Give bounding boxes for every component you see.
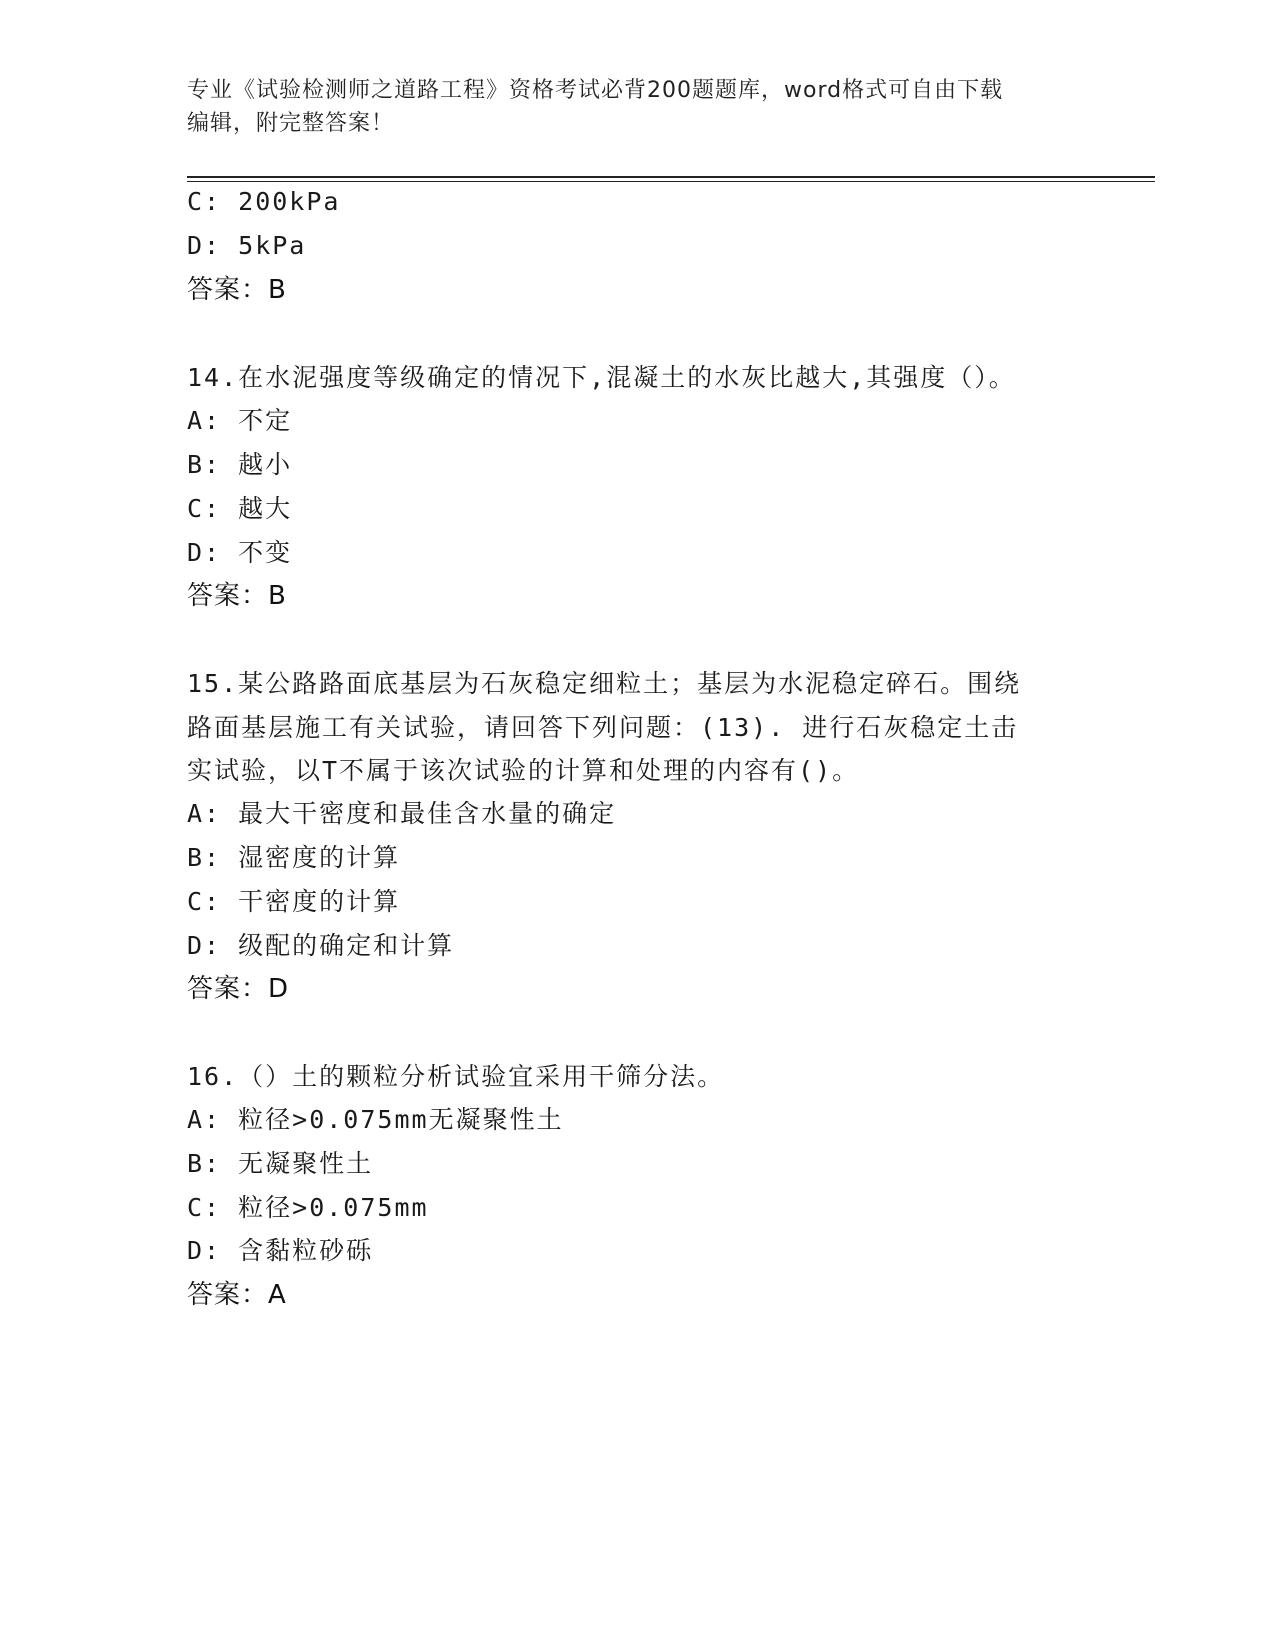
q15-option-d: D: 级配的确定和计算	[187, 931, 455, 960]
prev-option-c: C: 200kPa	[187, 187, 341, 216]
page-header	[187, 74, 1087, 140]
q15-option-a: A: 最大干密度和最佳含水量的确定	[187, 799, 617, 828]
q15-option-c: C: 干密度的计算	[187, 887, 401, 916]
q16-question: 16.（）土的颗粒分析试验宜采用干筛分法。	[187, 1062, 725, 1091]
header-title-line1: 专业《试验检测师之道路工程》资格考试必背200题题库，word格式可自由下载	[187, 78, 1004, 103]
q14-option-a: A: 不定	[187, 406, 293, 435]
q14-option-c: C: 越大	[187, 494, 293, 523]
q16-option-c: C: 粒径>0.075mm	[187, 1193, 429, 1222]
q16-answer: 答案：A	[187, 1280, 287, 1310]
q16-option-a: A: 粒径>0.075mm无凝聚性土	[187, 1105, 564, 1134]
q15-answer: 答案：D	[187, 974, 290, 1004]
q16-option-b: B: 无凝聚性土	[187, 1149, 374, 1178]
q14-option-b: B: 越小	[187, 450, 293, 479]
prev-option-d: D: 5kPa	[187, 231, 307, 260]
header-title-line2: 编辑，附完整答案！	[187, 111, 395, 136]
q15-question-line2: 路面基层施工有关试验，请回答下列问题：(13). 进行石灰稳定土击	[187, 713, 1019, 742]
q15-question-line1: 15.某公路路面底基层为石灰稳定细粒土；基层为水泥稳定碎石。围绕	[187, 669, 1022, 698]
q14-answer: 答案：B	[187, 581, 287, 611]
q15-option-b: B: 湿密度的计算	[187, 843, 401, 872]
q14-question: 14.在水泥强度等级确定的情况下,混凝土的水灰比越大,其强度（）。	[187, 363, 1016, 392]
q15-question-line3: 实试验，以T不属于该次试验的计算和处理的内容有()。	[187, 756, 860, 785]
header-divider-thin	[187, 181, 1155, 182]
header-divider-thick	[187, 176, 1155, 178]
prev-answer: 答案：B	[187, 275, 287, 305]
q14-option-d: D: 不变	[187, 538, 293, 567]
q16-option-d: D: 含黏粒砂砾	[187, 1236, 374, 1265]
